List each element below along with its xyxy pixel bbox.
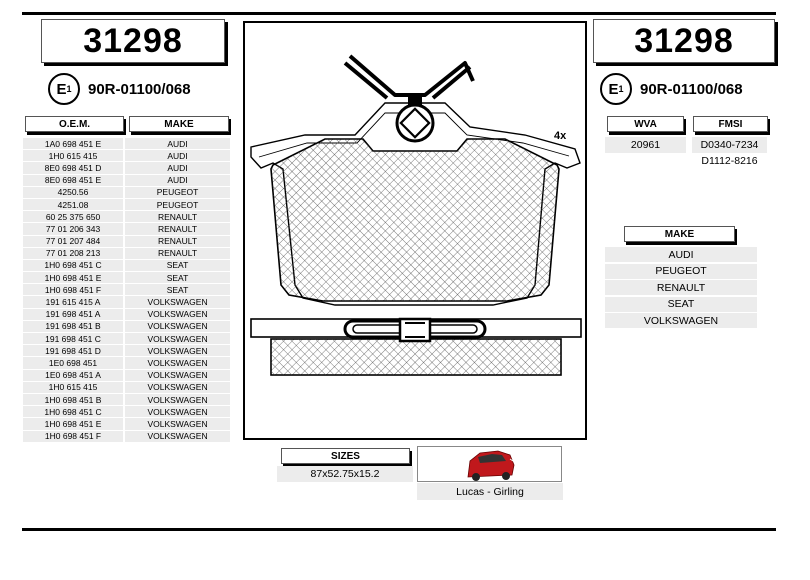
oem-code: 1H0 698 451 C <box>23 406 123 417</box>
table-row <box>23 272 230 284</box>
top-rule <box>22 12 776 15</box>
oem-make: RENAULT <box>125 248 230 259</box>
fmsi-value-1: D0340-7234 <box>692 137 767 153</box>
approval-code: 90R-01100/068 <box>88 80 191 98</box>
oem-make: PEUGEOT <box>125 187 230 198</box>
oem-make: VOLKSWAGEN <box>125 418 230 429</box>
oem-code: 191 698 451 B <box>23 321 123 332</box>
table-row <box>23 150 230 162</box>
table-row <box>23 284 230 296</box>
oem-code: 1H0 698 451 C <box>23 260 123 271</box>
table-row <box>23 260 230 272</box>
table-row <box>23 394 230 406</box>
table-row <box>23 248 230 260</box>
brake-pad-drawing <box>243 21 587 440</box>
quantity-label: 4x <box>554 130 567 142</box>
oem-code: 77 01 207 484 <box>23 236 123 247</box>
make-item: RENAULT <box>605 280 757 295</box>
make-item: AUDI <box>605 247 757 262</box>
sizes-header: SIZES <box>281 448 410 464</box>
oem-make: VOLKSWAGEN <box>125 333 230 344</box>
oem-code: 191 698 451 C <box>23 333 123 344</box>
oem-code: 1H0 615 415 <box>23 382 123 393</box>
oem-make: VOLKSWAGEN <box>125 296 230 307</box>
e-mark-icon: E 1 <box>600 73 632 105</box>
make-item: SEAT <box>605 297 757 312</box>
oem-code: 60 25 375 650 <box>23 211 123 222</box>
oem-make: AUDI <box>125 138 230 149</box>
oem-code: 77 01 206 343 <box>23 223 123 234</box>
system-caption: Lucas - Girling <box>417 483 563 500</box>
oem-code: 1H0 698 451 E <box>23 418 123 429</box>
oem-make: RENAULT <box>125 223 230 234</box>
table-row <box>23 138 230 150</box>
oem-code: 191 615 415 A <box>23 296 123 307</box>
oem-header: O.E.M. <box>25 116 124 132</box>
make-list <box>605 247 757 330</box>
sizes-value: 87x52.75x15.2 <box>277 466 413 482</box>
oem-code: 191 698 451 D <box>23 345 123 356</box>
table-row <box>23 418 230 430</box>
table-row <box>23 345 230 357</box>
table-row <box>23 357 230 369</box>
table-row <box>23 296 230 308</box>
oem-make: RENAULT <box>125 211 230 222</box>
oem-make: AUDI <box>125 175 230 186</box>
table-row <box>23 309 230 321</box>
oem-code: 77 01 208 213 <box>23 248 123 259</box>
part-number-right: 31298 <box>634 21 734 60</box>
oem-code: 1E0 698 451 A <box>23 370 123 381</box>
make-header: MAKE <box>129 116 229 132</box>
table-row <box>23 162 230 174</box>
oem-make: SEAT <box>125 260 230 271</box>
wva-value: 20961 <box>605 137 686 153</box>
bottom-rule <box>22 528 776 531</box>
oem-make: SEAT <box>125 284 230 295</box>
oem-make: AUDI <box>125 162 230 173</box>
spring-clip <box>345 56 473 98</box>
oem-make: VOLKSWAGEN <box>125 370 230 381</box>
part-number-box <box>41 19 225 63</box>
fmsi-value-2: D1112-8216 <box>701 155 758 167</box>
approval-code-right: 90R-01100/068 <box>640 80 743 98</box>
system-photo <box>417 446 562 482</box>
oem-make: VOLKSWAGEN <box>125 394 230 405</box>
make-item: PEUGEOT <box>605 264 757 279</box>
table-row <box>23 382 230 394</box>
table-row <box>23 175 230 187</box>
oem-code: 1E0 698 451 <box>23 357 123 368</box>
oem-make: VOLKSWAGEN <box>125 357 230 368</box>
table-row <box>23 333 230 345</box>
oem-code: 1H0 698 451 B <box>23 394 123 405</box>
table-row <box>23 321 230 333</box>
table-row <box>23 211 230 223</box>
approval-mark <box>48 73 191 105</box>
oem-table <box>23 138 230 443</box>
e-mark-icon: E 1 <box>48 73 80 105</box>
oem-make: VOLKSWAGEN <box>125 406 230 417</box>
oem-make: VOLKSWAGEN <box>125 309 230 320</box>
fmsi-header: FMSI <box>693 116 768 132</box>
table-row <box>23 236 230 248</box>
oem-make: VOLKSWAGEN <box>125 431 230 442</box>
oem-make: SEAT <box>125 272 230 283</box>
oem-code: 1H0 698 451 F <box>23 431 123 442</box>
oem-code: 1H0 698 451 F <box>23 284 123 295</box>
table-row <box>23 187 230 199</box>
table-row <box>23 199 230 211</box>
table-row <box>23 370 230 382</box>
oem-code: 1A0 698 451 E <box>23 138 123 149</box>
oem-code: 4250.56 <box>23 187 123 198</box>
oem-code: 191 698 451 A <box>23 309 123 320</box>
oem-make: VOLKSWAGEN <box>125 345 230 356</box>
table-row <box>23 406 230 418</box>
oem-make: VOLKSWAGEN <box>125 321 230 332</box>
oem-code: 1H0 698 451 E <box>23 272 123 283</box>
car-icon <box>418 447 563 483</box>
oem-code: 8E0 698 451 D <box>23 162 123 173</box>
oem-make: RENAULT <box>125 236 230 247</box>
part-number-box-right <box>593 19 775 63</box>
oem-code: 8E0 698 451 E <box>23 175 123 186</box>
make-item: VOLKSWAGEN <box>605 313 757 328</box>
oem-code: 4251.08 <box>23 199 123 210</box>
table-row <box>23 431 230 443</box>
brake-pad-diagram <box>245 23 589 442</box>
wva-header: WVA <box>607 116 684 132</box>
table-row <box>23 223 230 235</box>
oem-make: AUDI <box>125 150 230 161</box>
oem-make: PEUGEOT <box>125 199 230 210</box>
make-list-header: MAKE <box>624 226 735 242</box>
oem-make: VOLKSWAGEN <box>125 382 230 393</box>
part-number: 31298 <box>83 21 183 60</box>
oem-code: 1H0 615 415 <box>23 150 123 161</box>
approval-mark-right <box>600 73 743 105</box>
